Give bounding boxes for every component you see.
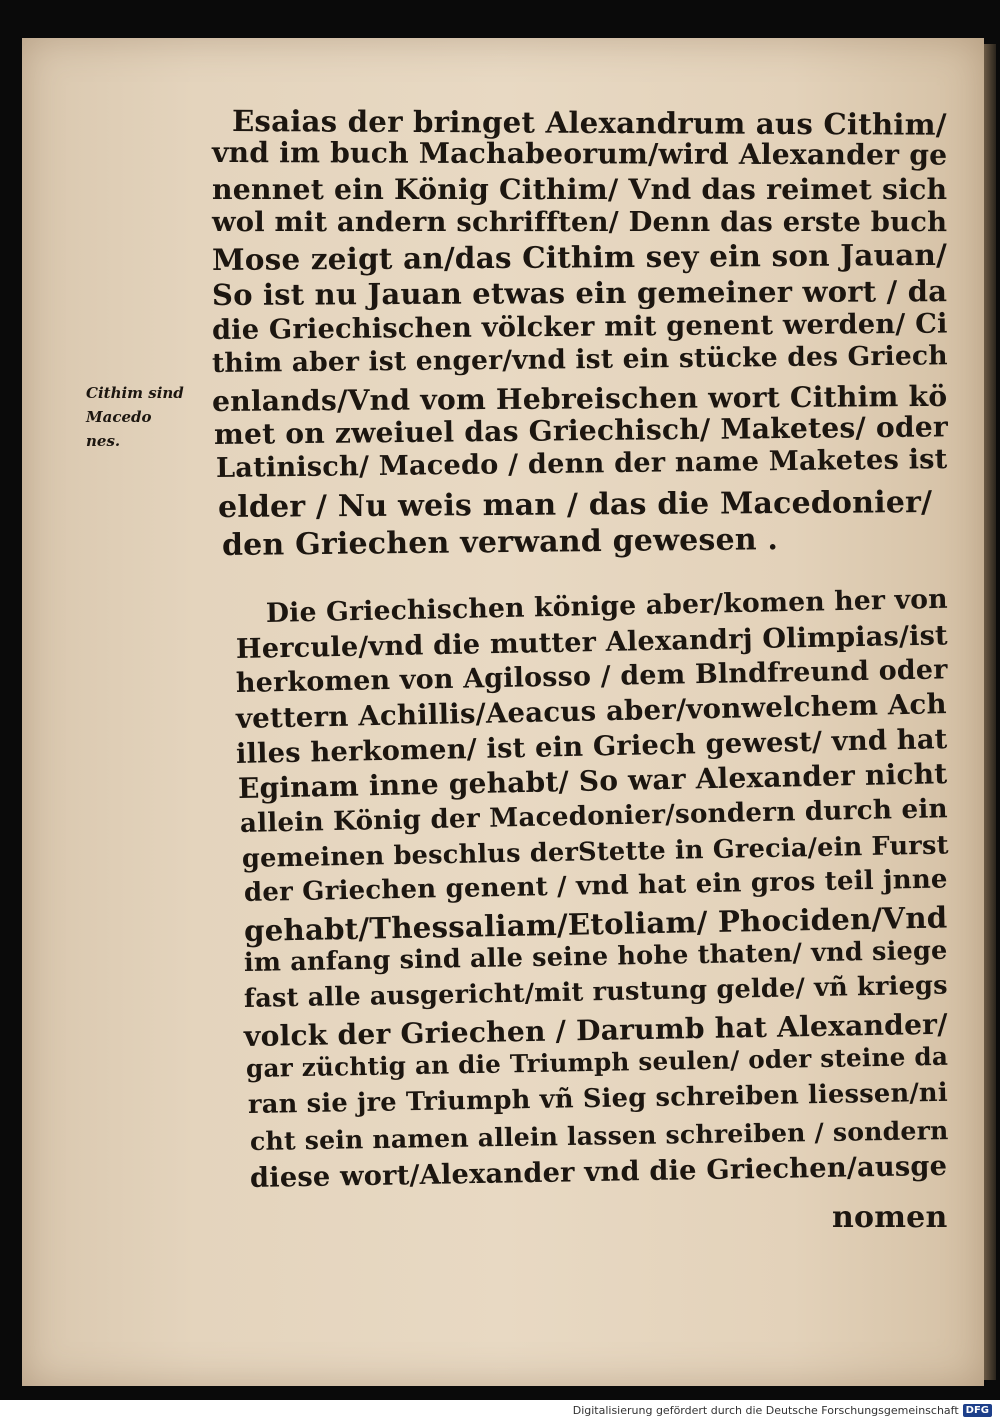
text-line: volck der Griechen / Darumb hat Alexander/ (243, 1007, 948, 1053)
text-line: den Griechen verwand gewesen . (221, 522, 779, 563)
text-line: cht sein namen allein lassen schreiben / sondern (249, 1115, 949, 1156)
text-line: illes herkomen/ ist ein Griech gewest/ vnd hat (235, 723, 948, 770)
text-line: die Griechischen völcker mit genent werden/ Ci (211, 307, 948, 346)
text-line: herkomen von Agilosso / dem Blndfreund oder (235, 654, 948, 699)
text-line: Latinisch/ Macedo / denn der name Maketes ist (215, 443, 948, 484)
text-line: allein König der Macedonier/sondern durch ein (239, 793, 949, 839)
footer-bar (0, 1400, 1000, 1421)
text-line: elder / Nu weis man / das die Macedonier/ (217, 485, 933, 525)
text-line: met on zweiuel das Griechisch/ Maketes/ oder (213, 410, 949, 451)
text-line: enlands/Vnd vom Hebreischen wort Cithim kö (211, 378, 948, 418)
text-line: vnd im buch Machabeorum/wird Alexander ge (211, 136, 948, 172)
text-line: ran sie jre Triumph vñ Sieg schreiben liessen/ni (247, 1077, 949, 1120)
book-page (22, 38, 984, 1386)
text-line: Eginam inne gehabt/ So war Alexander nicht (237, 757, 948, 805)
text-line: wol mit andern schrifften/ Denn das erste buch (212, 206, 948, 238)
margin-note-line: Cithim sind (86, 384, 184, 402)
text-line: diese wort/Alexander vnd die Griechen/ausge (249, 1149, 948, 1194)
text-line: der Griechen genent / vnd hat ein gros teil jnne (243, 864, 948, 908)
text-line: gar züchtig an die Triumph seulen/ oder steine da (245, 1041, 949, 1083)
text-line: im anfang sind alle seine hohe thaten/ vnd siege (243, 935, 948, 978)
text-line: Esaias der bringet Alexandrum aus Cithim/ (231, 104, 947, 142)
dfg-logo: DFG (963, 1404, 992, 1417)
text-line: Die Griechischen könige aber/komen her von (265, 583, 949, 629)
text-line: nennet ein König Cithim/ Vnd das reimet sich (212, 172, 948, 206)
margin-note-line: nes. (86, 432, 121, 450)
page-edge (984, 44, 996, 1380)
text-line: Mose zeigt an/das Cithim sey ein son Jauan/ (211, 236, 948, 277)
margin-note-line: Macedo (86, 408, 152, 426)
text-line: gehabt/Thessaliam/Etoliam/ Phociden/Vnd (243, 900, 948, 948)
text-line: fast alle ausgericht/mit rustung gelde/ vñ kriegs (243, 970, 948, 1014)
text-line: Hercule/vnd die mutter Alexandrj Olimpias/ist (235, 620, 949, 665)
text-line: thim aber ist enger/vnd ist ein stücke des Griech (211, 340, 948, 379)
footer-credit: Digitalisierung gefördert durch die Deutsche Forschungsgemeinschaft (572, 1404, 959, 1417)
text-line: So ist nu Jauan etwas ein gemeiner wort / da (211, 274, 948, 312)
text-line: gemeinen beschlus derStette in Grecia/ein Furst (241, 830, 949, 874)
catchword: nomen (832, 1200, 948, 1235)
text-line: vettern Achillis/Aeacus aber/vonwelchem Ach (235, 687, 948, 735)
